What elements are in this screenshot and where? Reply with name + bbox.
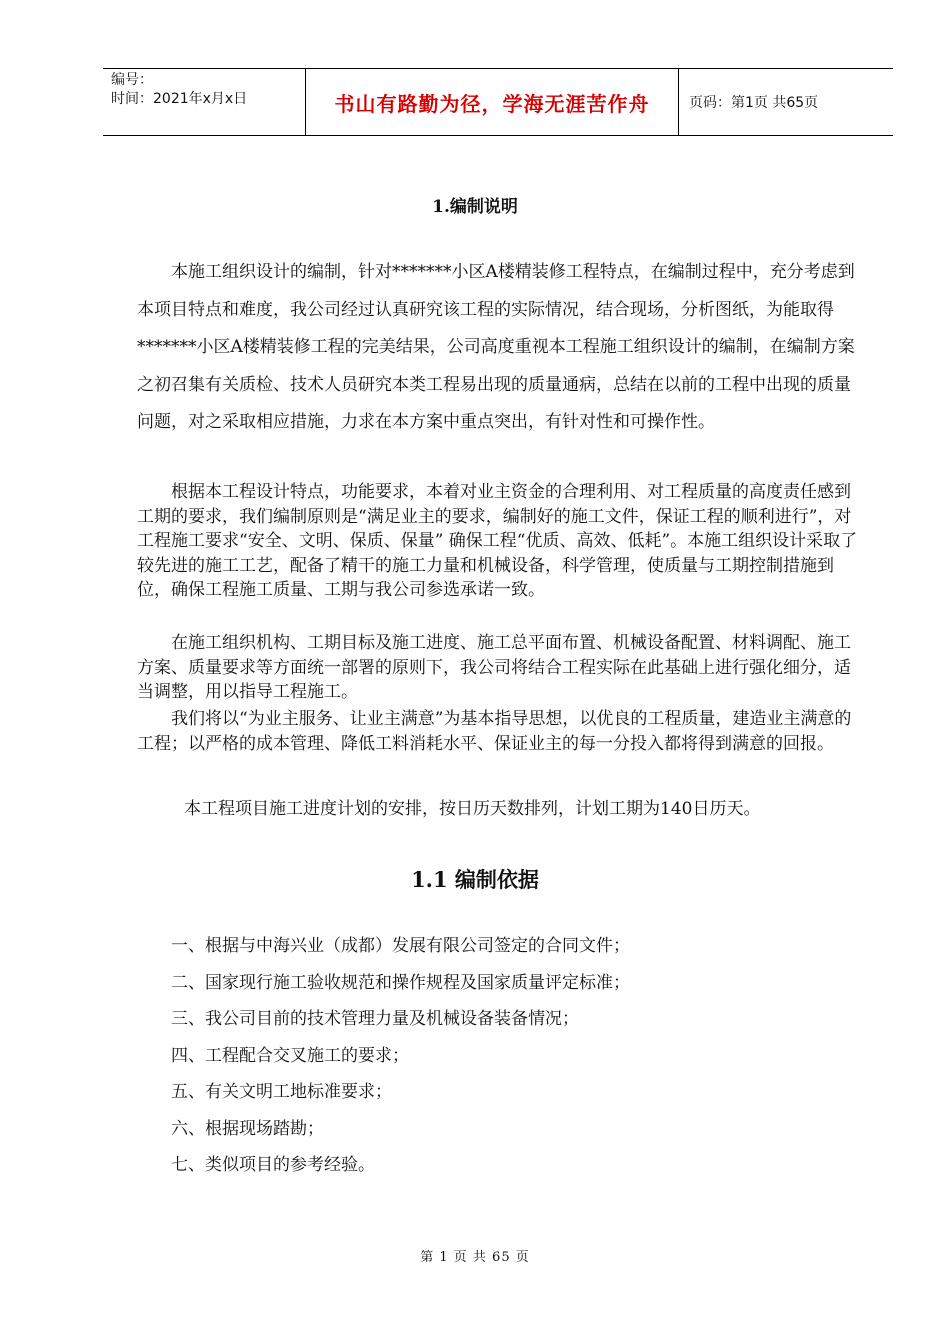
- list-item: 二、国家现行施工验收规范和操作规程及国家质量评定标准；: [171, 972, 630, 993]
- doc-time-label: 时间：2021年x月x日: [111, 91, 248, 107]
- paragraph-3: 在施工组织机构、工期目标及施工进度、施工总平面布置、机械设备配置、材料调配、施工方案、质量要求等方面统一部署的原则下，我公司将结合工程实际在此基础上进行强化细分，适当调整，用以指导工程施工。: [137, 633, 851, 702]
- section-title-1-1: 1.1 编制依据: [411, 867, 539, 892]
- header-meta: [103, 69, 305, 135]
- basis-list: [171, 928, 630, 1184]
- paragraph-4: 我们将以“为业主服务、让业主满意”为基本指导思想，以优良的工程质量，建造业主满意的工程；以严格的成本管理、降低工料消耗水平、保证业主的每一分投入都将得到满意的回报。: [137, 709, 852, 754]
- paragraph-1: 本施工组织设计的编制，针对*******小区A楼精装修工程特点，在编制过程中，充分考虑到本项目特点和难度，我公司经过认真研究该工程的实际情况，结合现场，分析图纸，为能取得*******小区A楼精装修工程的完美结果，公司高度重视本工程施工组织设计的编制，在编制方案之初召集有关质检、技术人员研究本类工程易出现的质量通病，总结在以前的工程中出现的质量问题，对之采取相应措施，力求在本方案中重点突出，有针对性和可操作性。: [137, 262, 855, 432]
- header-page-info: 页码：第1页 共65页: [689, 95, 819, 111]
- section-title-1: 1.编制说明: [432, 197, 518, 217]
- page-footer: 第 1 页 共 65 页: [420, 1250, 530, 1265]
- list-item: 四、工程配合交叉施工的要求；: [171, 1045, 409, 1066]
- header-motto: 书山有路勤为径，学海无涯苦作舟: [305, 69, 679, 135]
- list-item: 一、根据与中海兴业（成都）发展有限公司签定的合同文件；: [171, 936, 630, 956]
- page-header: [103, 68, 893, 136]
- paragraph-2: 根据本工程设计特点，功能要求，本着对业主资金的合理利用、对工程质量的高度责任感到工期的要求，我们编制原则是“满足业主的要求，编制好的施工文件，保证工程的顺利进行”，对工程施工要求“安全、文明、保质、保量” 确保工程“优质、高效、低耗”。本施工组织设计采取了较先进的施工工艺，配备了精干的施工力量和机械设备，科学管理，使质量与工期控制措施到位，确保工程施工质量、工期与我公司参选承诺一致。: [137, 482, 858, 600]
- doc-code-label: 编号：: [111, 72, 153, 88]
- list-item: 五、有关文明工地标准要求；: [171, 1082, 392, 1102]
- list-item: 三、我公司目前的技术管理力量及机械设备装备情况；: [171, 1009, 579, 1029]
- list-item: 七、类似项目的参考经验。: [171, 1155, 375, 1175]
- list-item: 六、根据现场踏勘；: [171, 1118, 324, 1139]
- paragraph-5: 本工程项目施工进度计划的安排，按日历天数排列，计划工期为140日历天。: [184, 799, 761, 819]
